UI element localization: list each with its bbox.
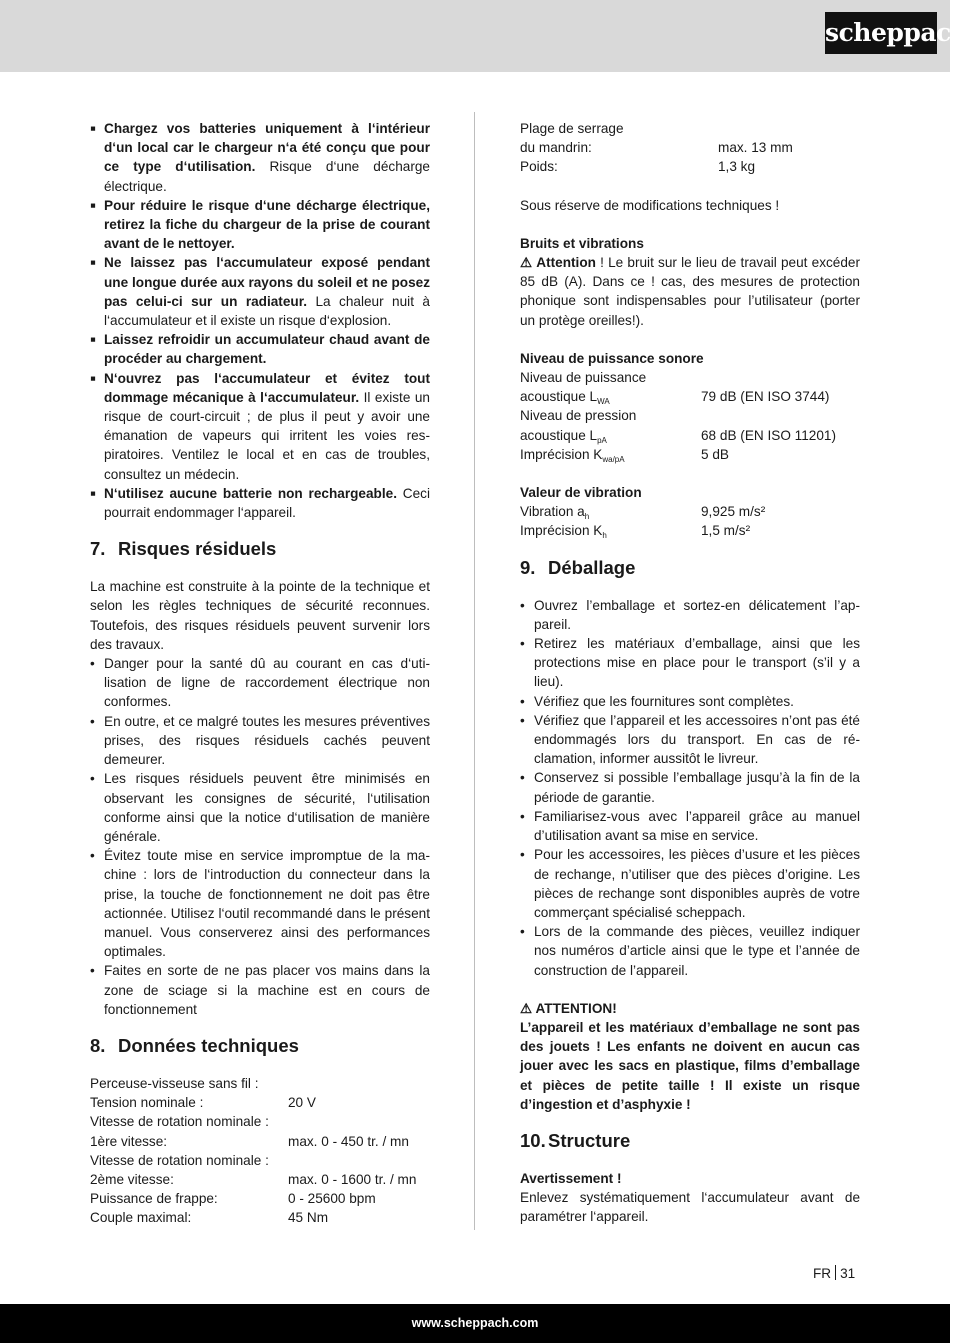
list-item: • En outre, et ce malgré toutes les mesures préventives prises, des risques résiduels cachés peuvent demeurer. [90,713,430,768]
right-column [520,119,860,1227]
column-divider [474,112,475,1230]
structure-warning-heading: Avertissement ! [520,1170,622,1186]
warning-text: L’appareil et les matériaux d’emballage ne sont pas des jouets ! Les enfants ne doivent en aucun cas jouer avec les sacs en plastique, films d’emballage et pièces de petite taille ! Il existe un risque d’ingestion et d’asphyxie ! [520,1019,860,1112]
bullet-icon: ▪ [90,483,97,503]
bullet-icon: • [90,963,95,979]
bullet-icon: • [90,771,95,787]
table-row: Imprécision $K_{wa/pA}$ 5 dB [520,446,729,464]
bullet-icon: • [520,847,525,863]
warning-heading: ⚠ ATTENTION! [520,1000,617,1016]
list-item: • Familiarisez-vous avec l’appareil grâce au manuel d’utilisation avant sa mise en service. [520,808,860,844]
page-number: FR 31 [813,1266,856,1281]
list-item: ▪ N‘ouvrez pas l‘accumulateur et évitez tout dommage mécanique à l‘accumulateur. Il existe un risque de court-circuit ; de plus il peut y avoir une émanation de vapeurs qui irritent les voies respiratoires. Ventilez le local et en cas de troubles, consultez un médecin. [90,368,430,482]
list-item: • Vérifiez que les fournitures sont complètes. [520,692,860,711]
list-item: ▪ Chargez vos batteries uniquement à l‘intérieur d‘un local car le chargeur n‘a été conçu que pour ce type d‘utilisation. Risque d‘une décharge électrique. [90,119,430,194]
bullet-icon: • [520,712,525,728]
table-row: Vitesse de rotation nominale : [90,1114,269,1130]
safety-list [90,119,430,522]
table-row: 1ère vitesse: max. 0 - 450 tr. / mn [90,1133,409,1149]
list-item: • Ouvrez l’emballage et sortez-en délicatement l’appareil. [520,597,860,632]
table-row: du mandrin: max. 13 mm [520,140,793,156]
bullet-icon: • [520,597,525,613]
unpacking-list [520,596,860,980]
table-row: Vitesse de rotation nominale : [90,1152,269,1168]
noise-heading: Bruits et vibrations [520,235,644,251]
table-row: acoustique $L_{WA}$ 79 dB (EN ISO 3744) [520,389,830,407]
list-item: • Pour les accessoires, les pièces d’usure et les pièces de rechange, n’utiliser que des pièces d’origine. Les pièces de rechange sont disponibles auprès de votre commerçant spécialisé scheppach. [520,847,860,920]
section-heading-7: 7. Risques résiduels [90,538,277,560]
list-item: ▪ N‘utilisez aucune batterie non rechargeable. Ceci pourrait endommager l‘appareil. [90,483,430,521]
bullet-icon: • [520,770,525,786]
list-item: ▪ Ne laissez pas l‘accumulateur exposé pendant une longue durée aux rayons du soleil et ne posez pas celui-ci sur un radiateur. La chaleur nuit à l‘accumulateur et il existe un risque d‘explosion. [90,253,430,329]
list-item: ▪ Pour réduire le risque d‘une décharge électrique, retirez la fiche du chargeur de la prise de courant avant de le nettoyer. [90,195,430,252]
table-row: acoustique $L_{pA}$ 68 dB (EN ISO 11201) [520,427,837,445]
section-heading-9: 9. Déballage [520,556,636,578]
table-row: Couple maximal: 45 Nm [90,1210,329,1226]
brand-logo: scheppach [825,12,937,54]
left-column [90,119,430,1228]
list-item: ▪ Laissez refroidir un accumulateur chaud avant de procéder au chargement. [90,330,430,367]
list-item: • Vérifiez que l’appareil et les accessoires n’ont pas été endommagés lors du transport. En cas de réclamation, informer aussitôt le livreur. [520,712,860,767]
bullet-icon: • [90,848,95,864]
list-item: • Retirez les matériaux d’emballage, ainsi que les protections mise en place pour le transport (s’il y a lieu). [520,636,860,690]
section-heading-8: 8. Données techniques [90,1034,299,1056]
vibration-heading: Valeur de vibration [520,485,642,501]
footer-bar [0,1304,950,1343]
noise-text: ⚠ Attention ! Le bruit sur le lieu de travail peut excéder 85 dB (A). Dans ce ! cas, des mesures de protection phonique sont indispensables pour l’utilisateur (porter un protège oreilles!). [520,255,860,328]
list-item: • Évitez toute mise en service impromptue de la machine : lors de l‘introduction du connecteur dans la prise, la touche de fonctionnement ne doit pas être actionnée. Utilisez l‘outil recommandé dans le présent manuel. Vous conserverez ainsi des performances optimales. [90,848,430,960]
list-item: • Danger pour la santé dû au courant en cas d‘utilisation de ligne de raccordement électrique non conformes. [90,656,430,710]
header-bar [0,0,950,72]
structure-warning-text: Enlevez systématiquement l‘accumulateur avant de paramétrer l‘appareil. [520,1190,860,1225]
bullet-icon: ▪ [90,195,97,215]
page-number-separator [835,1265,836,1280]
section-heading-10: 10. Structure [520,1129,631,1151]
table-row: Perceuse-visseuse sans fil : [90,1075,259,1091]
list-item: • Faites en sorte de ne pas placer vos mains dans la zone de sciage si la machine est en cours de fonctionnement [90,963,430,1017]
bullet-icon: • [520,808,525,824]
bullet-icon: • [520,924,525,940]
section-7-intro: La machine est construite à la pointe de la technique et selon les règles techniques de sécurité reconnues. Toutefois, des risques résiduels peuvent survenir lors des travaux. [90,579,430,652]
list-item: • Lors de la commande des pièces, veuillez indiquer nos numéros d’article ainsi que le type et l’année de construction de l’appareil. [520,924,860,978]
table-row: Poids: 1,3 kg [520,159,756,175]
sound-table: Niveau de puissance acoustique $L_{WA}$ 79 dB (EN ISO 3744) Niveau de pression acoustique $L_{pA}$ 68 dB (EN ISO 11201) Imprécision $K_{wa/pA}$ 5 dB [520,368,860,464]
list-item: • Les risques résiduels peuvent être minimisés en observant les consignes de sécurité, l‘utilisation conforme ainsi que la notice d‘utilisation de manière générale. [90,771,430,844]
bullet-icon: ▪ [90,119,97,138]
residual-risk-list [90,654,430,1019]
list-item: • Conservez si possible l’emballage jusqu’à la fin de la période de garantie. [520,770,860,805]
tech-data-table [90,1074,430,1228]
table-row: Imprécision $K_h$ 1,5 m/s² [520,523,751,541]
table-row: Vibration $a_h$ 9,925 m/s² [520,504,766,522]
bullet-icon: • [520,693,525,709]
footer-url[interactable]: www.scheppach.com [411,1316,539,1330]
bullet-icon: • [90,656,95,672]
bullet-icon: ▪ [90,253,97,273]
sound-heading: Niveau de puissance sonore [520,350,704,366]
bullet-icon: ▪ [90,330,97,350]
vibration-table [520,502,860,540]
table-row: 2ème vitesse: max. 0 - 1600 tr. / mn [90,1171,417,1187]
tech-data-cont: Plage de serrage du mandrin: max. 13 mm Poids: 1,3 kg [520,119,860,177]
table-row: Puissance de frappe: 0 - 25600 bpm [90,1191,376,1207]
bullet-icon: • [90,713,95,729]
reserve-note: Sous réserve de modifications techniques ! [520,197,780,213]
bullet-icon: • [520,636,525,652]
bullet-icon: ▪ [90,368,97,388]
table-row: Tension nominale : 20 V [90,1095,316,1111]
